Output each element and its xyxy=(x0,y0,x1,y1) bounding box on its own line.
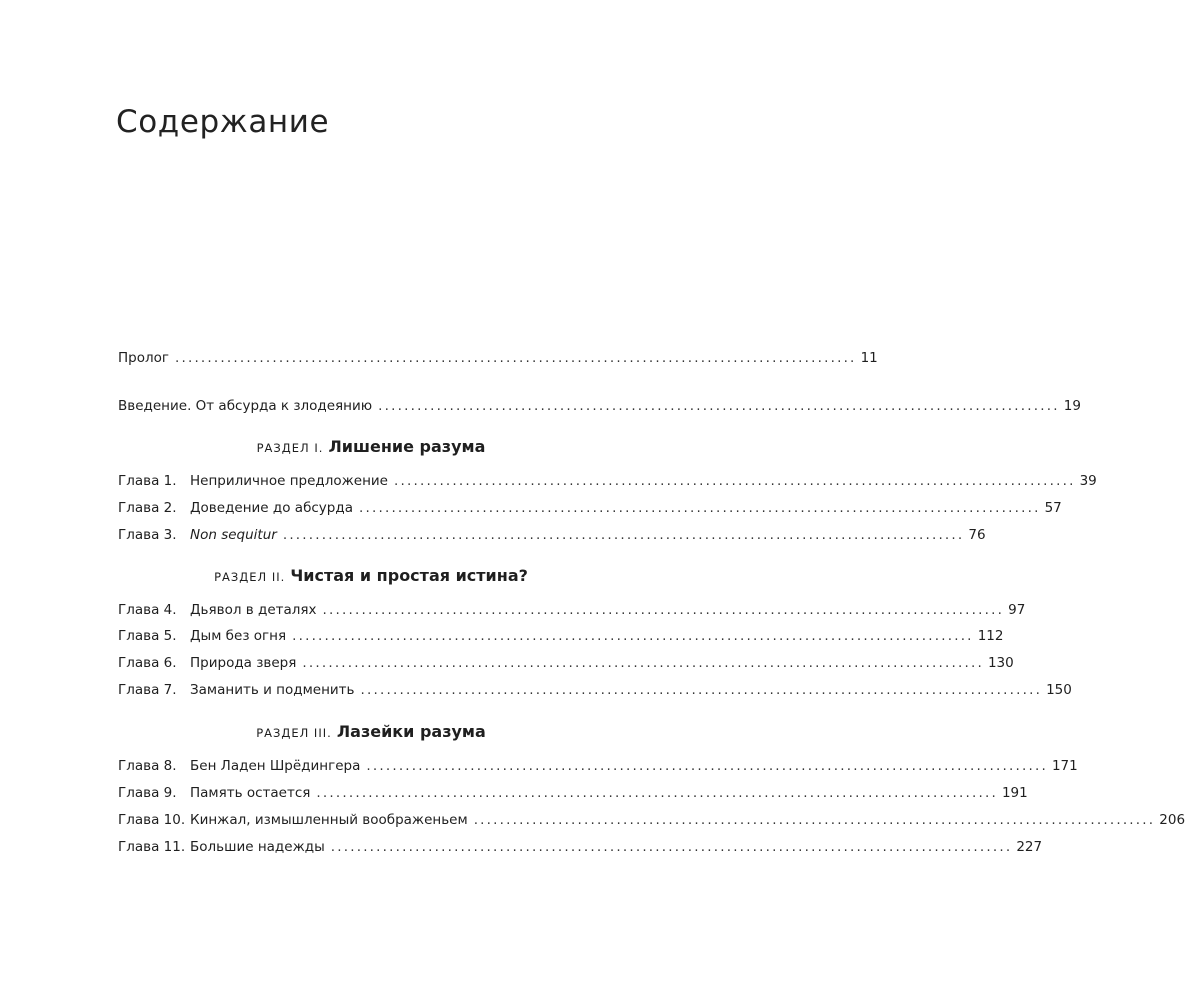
leader-dots: ......................................................................................................... xyxy=(292,628,974,644)
chapter-title: Неприличное предложение xyxy=(190,473,388,489)
leader-dots: ......................................................................................................... xyxy=(473,812,1156,828)
chapter-page: 76 xyxy=(968,527,986,543)
toc-entry-prologue[interactable] xyxy=(118,350,878,370)
chapter-title: Кинжал, измышленный воображеньем xyxy=(190,812,468,828)
chapter-number: Глава 7. xyxy=(118,682,177,698)
toc-entry-chapter-1[interactable] xyxy=(118,473,1097,493)
section-heading-2 xyxy=(118,566,624,585)
toc-entry-chapter-3[interactable] xyxy=(118,527,986,547)
toc-entry-page: 19 xyxy=(1063,398,1081,414)
chapter-page: 57 xyxy=(1044,500,1062,516)
chapter-number: Глава 2. xyxy=(118,500,177,516)
leader-dots: ......................................................................................................... xyxy=(174,350,857,366)
chapter-title: Дым без огня xyxy=(190,628,287,644)
toc-entry-title: Введение. От абсурда к злодеянию xyxy=(118,398,373,414)
chapter-page: 227 xyxy=(1016,839,1043,855)
toc-entry-chapter-8[interactable] xyxy=(118,758,1078,778)
leader-dots: ......................................................................................................... xyxy=(316,785,998,801)
toc-entry-chapter-10[interactable] xyxy=(118,812,1185,832)
chapter-title: Заманить и подменить xyxy=(190,682,355,698)
toc-entry-chapter-2[interactable] xyxy=(118,500,1062,520)
toc-entry-page: 11 xyxy=(860,350,878,366)
leader-dots: ......................................................................................................... xyxy=(366,758,1048,774)
leader-dots: ......................................................................................................... xyxy=(378,398,1060,414)
section-title: Лазейки разума xyxy=(336,722,486,741)
chapter-number: Глава 10. xyxy=(118,812,186,828)
chapter-title: Память остается xyxy=(190,785,311,801)
section-heading-3 xyxy=(118,722,624,741)
chapter-page: 191 xyxy=(1001,785,1028,801)
toc-entry-chapter-7[interactable] xyxy=(118,682,1072,702)
chapter-page: 150 xyxy=(1046,682,1072,698)
toc-entry-title: Пролог xyxy=(118,350,169,366)
chapter-page: 97 xyxy=(1008,602,1026,618)
toc-entry-chapter-4[interactable] xyxy=(118,602,1026,622)
section-label: РАЗДЕЛ I. xyxy=(256,441,324,455)
chapter-title: Бен Ладен Шрёдингера xyxy=(190,758,361,774)
section-title: Лишение разума xyxy=(328,437,486,456)
leader-dots: ......................................................................................................... xyxy=(358,500,1041,516)
chapter-number: Глава 1. xyxy=(118,473,177,489)
chapter-number: Глава 3. xyxy=(118,527,177,543)
chapter-title: Дьявол в деталях xyxy=(190,602,317,618)
toc-entry-chapter-5[interactable] xyxy=(118,628,1004,648)
toc-entry-chapter-11[interactable] xyxy=(118,839,1043,859)
chapter-number: Глава 4. xyxy=(118,602,177,618)
chapter-page: 112 xyxy=(977,628,1004,644)
leader-dots: ......................................................................................................... xyxy=(394,473,1076,489)
section-title: Чистая и простая истина? xyxy=(290,566,528,585)
chapter-title: Доведение до абсурда xyxy=(190,500,353,516)
leader-dots: ......................................................................................................... xyxy=(322,602,1005,618)
leader-dots: ......................................................................................................... xyxy=(302,655,984,671)
chapter-title: Природа зверя xyxy=(190,655,297,671)
section-heading-1 xyxy=(118,437,624,456)
leader-dots: ......................................................................................................... xyxy=(330,839,1013,855)
leader-dots: ......................................................................................................... xyxy=(282,527,965,543)
toc-entry-introduction[interactable] xyxy=(118,398,1081,418)
leader-dots: ......................................................................................................... xyxy=(360,682,1043,698)
toc-entry-chapter-6[interactable] xyxy=(118,655,1014,675)
chapter-number: Глава 11. xyxy=(118,839,186,855)
chapter-title: Non sequitur xyxy=(190,527,277,543)
chapter-page: 206 xyxy=(1159,812,1185,828)
chapter-page: 39 xyxy=(1079,473,1097,489)
toc-entry-chapter-9[interactable] xyxy=(118,785,1028,805)
chapter-page: 171 xyxy=(1051,758,1078,774)
chapter-title: Большие надежды xyxy=(190,839,325,855)
chapter-number: Глава 8. xyxy=(118,758,177,774)
section-label: РАЗДЕЛ II. xyxy=(214,570,286,584)
page-title: Содержание xyxy=(116,104,330,140)
chapter-number: Глава 6. xyxy=(118,655,177,671)
chapter-page: 130 xyxy=(987,655,1014,671)
chapter-number: Глава 9. xyxy=(118,785,177,801)
section-label: РАЗДЕЛ III. xyxy=(256,726,332,740)
chapter-number: Глава 5. xyxy=(118,628,177,644)
